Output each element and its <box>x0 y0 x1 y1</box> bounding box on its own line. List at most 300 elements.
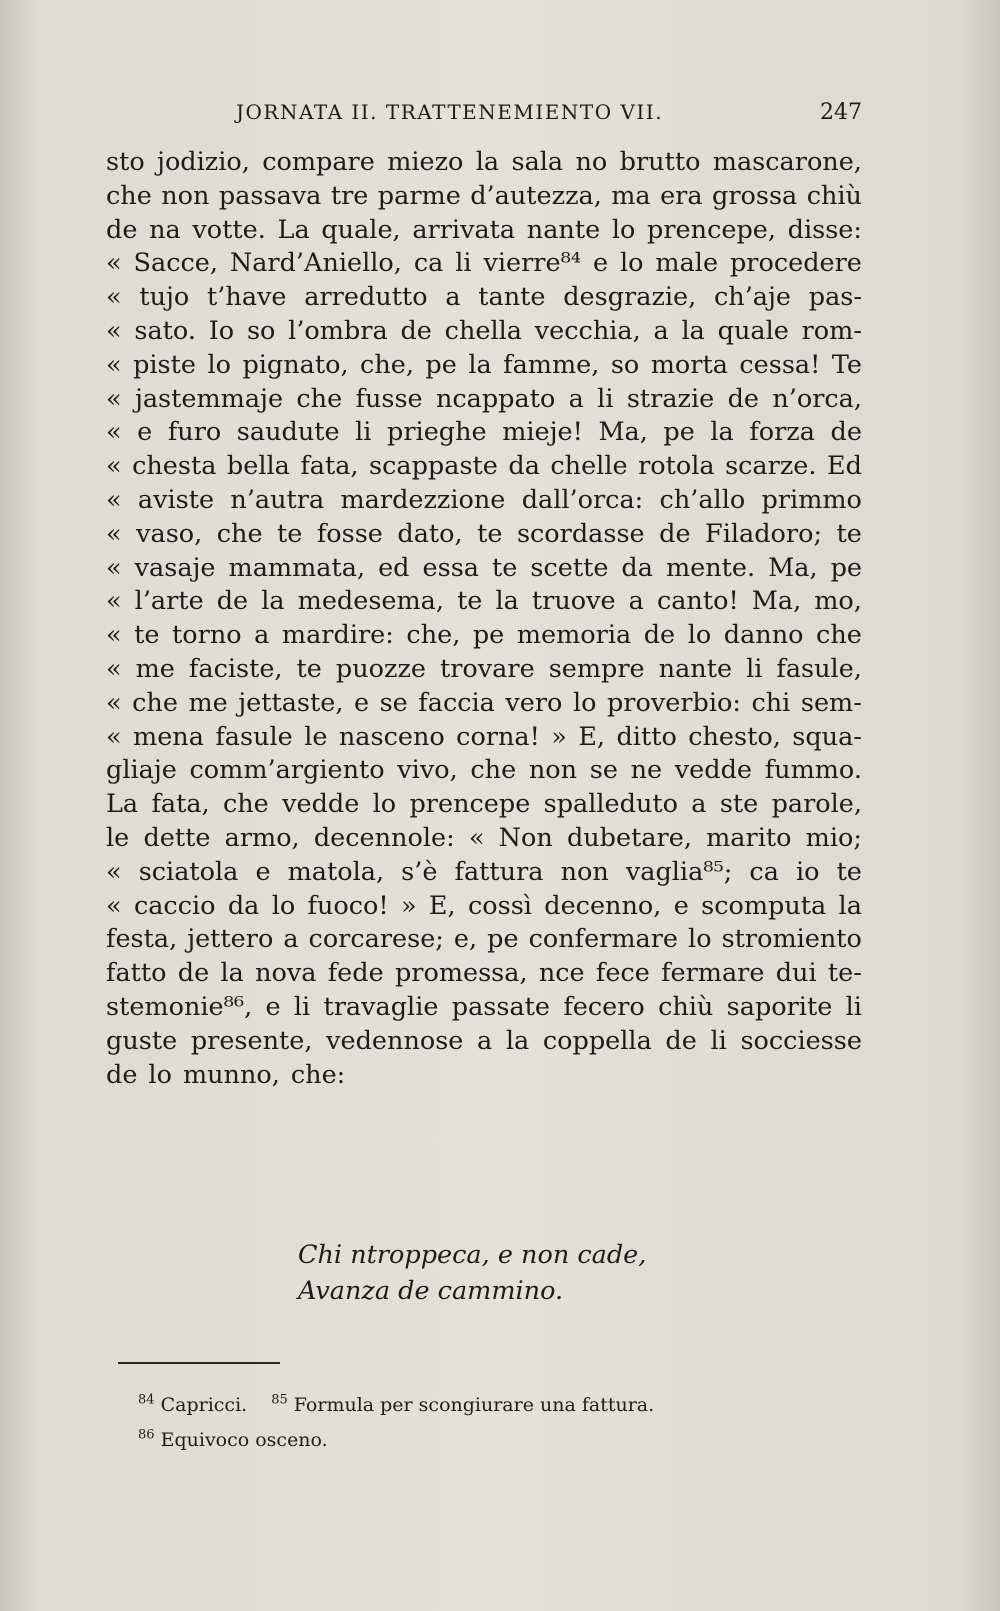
word: disse: <box>787 214 862 245</box>
word: Non <box>498 822 553 853</box>
text-line <box>106 146 862 180</box>
word: no <box>575 147 608 177</box>
word: Ma, <box>598 417 648 448</box>
word: scordasse <box>516 518 645 549</box>
word: che: <box>290 1059 346 1090</box>
word: dui <box>775 958 817 989</box>
word: fecero <box>563 991 645 1022</box>
text-line <box>106 991 862 1025</box>
word: aviste <box>137 484 215 515</box>
word: de <box>643 620 676 651</box>
footnote-number: 84 <box>138 1392 155 1408</box>
word: La <box>277 214 310 245</box>
word: ch’allo <box>659 484 746 515</box>
footnote <box>138 1423 328 1458</box>
word: trovare <box>439 653 535 684</box>
word: pe <box>830 552 862 583</box>
text-line <box>106 923 862 957</box>
word: parme <box>377 180 461 211</box>
word: lo <box>572 687 597 718</box>
word: fermare <box>661 958 765 989</box>
word: me <box>188 687 228 718</box>
word: vedennose <box>326 1025 464 1056</box>
word: corcarese; <box>308 924 444 955</box>
word: mente. <box>665 552 756 583</box>
word: mardire: <box>281 620 394 651</box>
text-line <box>106 721 862 755</box>
text-line <box>106 890 862 924</box>
word: a <box>628 586 644 617</box>
word: lo <box>372 789 397 820</box>
word: la <box>468 349 492 380</box>
word: spalleduto <box>543 789 678 820</box>
word: prencepe <box>409 789 531 820</box>
word: travaglie <box>323 991 439 1022</box>
word: La <box>106 789 139 820</box>
word: grossa <box>712 180 798 211</box>
word: la <box>261 586 285 617</box>
word: parole, <box>771 789 862 820</box>
word: chi <box>751 687 791 718</box>
text-line <box>106 383 862 417</box>
word: e <box>255 856 271 887</box>
word: nante <box>658 653 733 684</box>
word: che, <box>360 349 414 380</box>
text-line <box>106 484 862 518</box>
word: li <box>355 417 372 448</box>
word: Io <box>208 315 235 346</box>
word: ste <box>719 789 759 820</box>
word: chelle <box>550 451 628 482</box>
word: presente, <box>190 1025 313 1056</box>
word: » <box>400 890 417 921</box>
word: e <box>265 991 281 1022</box>
footnote-row <box>138 1388 678 1423</box>
word: mascarone, <box>712 147 862 177</box>
word: l’ombra <box>288 315 388 346</box>
word: « <box>106 248 122 279</box>
word: mio; <box>805 822 862 853</box>
word: Filadoro; <box>705 518 823 549</box>
word: « <box>106 315 122 346</box>
text-line <box>106 687 862 721</box>
word: li <box>293 991 311 1022</box>
footnote-text: Formula per scongiurare una fattura. <box>293 1394 655 1416</box>
word: l’arte <box>134 586 204 617</box>
verse-line: Avanza de cammino. <box>298 1276 564 1306</box>
word: te <box>457 586 483 617</box>
word: miezo <box>387 147 464 177</box>
word: scappaste <box>369 451 498 482</box>
word: sem- <box>800 687 862 718</box>
word: jettero <box>187 924 274 955</box>
word: che <box>222 789 269 820</box>
word: che <box>106 180 152 211</box>
text-line <box>106 416 862 450</box>
word: te- <box>827 958 862 989</box>
word: male <box>655 248 719 279</box>
text-line <box>106 518 862 552</box>
word: da <box>227 890 260 921</box>
footnote-number: 86 <box>138 1427 155 1443</box>
word: prencepe, <box>647 214 776 245</box>
word: lo <box>271 890 296 921</box>
word: « <box>106 586 122 617</box>
word: saudute <box>236 417 340 448</box>
word: che <box>816 620 862 651</box>
text-line <box>106 957 862 991</box>
word: bella <box>226 451 290 482</box>
word: de <box>659 518 691 549</box>
word: jettaste, <box>238 687 344 718</box>
word: la <box>475 147 500 177</box>
word: mieje! <box>502 417 583 448</box>
word: « <box>468 822 485 853</box>
word: ca <box>749 856 779 887</box>
word: de <box>727 383 759 414</box>
word: jodizio, <box>157 147 250 177</box>
word: che, <box>406 620 461 651</box>
word: che <box>470 755 517 786</box>
word: lo <box>148 1059 172 1090</box>
word: fosse <box>316 518 383 549</box>
word: rom- <box>801 315 862 346</box>
word: ne <box>630 755 663 786</box>
word: de <box>106 1059 138 1090</box>
footnote <box>271 1388 654 1423</box>
text-line <box>106 585 862 619</box>
word: essa <box>422 552 479 583</box>
word: desgrazie, <box>563 282 697 313</box>
word: la <box>495 586 519 617</box>
word: tujo <box>139 282 190 313</box>
word: arrivata <box>412 214 516 245</box>
word: saporite <box>726 991 833 1022</box>
word: « <box>106 721 122 752</box>
word: lo <box>619 248 644 279</box>
word: votte. <box>192 214 266 245</box>
word: scomputa <box>701 890 827 921</box>
word: canto! <box>656 586 739 617</box>
word: « <box>106 417 122 448</box>
word: li <box>710 1025 727 1056</box>
word: ca <box>413 248 444 279</box>
word: stromiento <box>721 924 862 955</box>
word: fattura <box>454 856 544 887</box>
word: la <box>220 958 244 989</box>
word: non <box>560 856 609 887</box>
word: vivo, <box>397 755 458 786</box>
footnote-separator <box>118 1362 280 1364</box>
word: fummo. <box>764 755 862 786</box>
word: faciste, <box>188 653 283 684</box>
word: Ed <box>826 451 862 482</box>
word: n’autra <box>230 484 325 515</box>
word: te <box>277 518 303 549</box>
word: fatto <box>106 958 167 989</box>
word: squa- <box>792 721 862 752</box>
word: guste <box>106 1025 178 1056</box>
word: fede <box>327 958 384 989</box>
word: vecchia, <box>534 315 641 346</box>
word: a <box>477 1025 493 1056</box>
footnote-text: Capricci. <box>160 1394 248 1416</box>
text-line <box>106 281 862 315</box>
word: chesto, <box>688 721 781 752</box>
word: pe <box>425 349 457 380</box>
text-line <box>106 754 862 788</box>
word: mammata, <box>228 552 366 583</box>
word: pe <box>487 924 519 955</box>
word: passava <box>218 180 322 211</box>
word: so <box>610 349 640 380</box>
text-line <box>106 1059 862 1093</box>
word: socciesse <box>740 1025 862 1056</box>
word: le <box>304 721 328 752</box>
word: brutto <box>619 147 701 177</box>
word: matola, <box>287 856 385 887</box>
body-text <box>106 146 862 1092</box>
word: la <box>838 890 862 921</box>
word: non <box>528 755 578 786</box>
word: te <box>134 620 160 651</box>
word: n’orca, <box>772 383 862 414</box>
word: a <box>653 315 669 346</box>
word: e, <box>453 924 478 955</box>
word: « <box>106 383 122 414</box>
text-line <box>106 1025 862 1059</box>
word: rotola <box>638 451 715 482</box>
word: vero <box>505 687 563 718</box>
word: li <box>845 991 862 1022</box>
word: nasceno <box>338 721 445 752</box>
word: passate <box>451 991 551 1022</box>
text-line <box>106 247 862 281</box>
text-line <box>106 653 862 687</box>
page-number: 247 <box>820 100 862 125</box>
word: te <box>296 653 322 684</box>
word: da <box>621 552 653 583</box>
word: de <box>665 1025 697 1056</box>
word: te <box>836 856 862 887</box>
word: scarze. <box>725 451 817 482</box>
word: Nard’Aniello, <box>229 248 402 279</box>
word: « <box>106 653 122 684</box>
word: e <box>353 687 370 718</box>
word: strazie <box>626 383 715 414</box>
word: d’autezza, <box>470 180 602 211</box>
footnote-number: 85 <box>271 1392 288 1408</box>
word: fasule <box>215 721 293 752</box>
word: « <box>106 687 122 718</box>
word: e <box>673 890 689 921</box>
word: faccia <box>418 687 495 718</box>
word: fata, <box>300 451 359 482</box>
footnote-row <box>138 1423 678 1458</box>
word: chella <box>444 315 522 346</box>
word: e <box>137 417 153 448</box>
word: a <box>254 620 270 651</box>
word: sciatola <box>138 856 239 887</box>
word: medesema, <box>297 586 444 617</box>
word: « <box>106 552 122 583</box>
word: de <box>216 586 249 617</box>
word: scette <box>530 552 609 583</box>
word: decennole: <box>313 822 455 853</box>
word: era <box>660 180 703 211</box>
word: de <box>830 417 862 448</box>
word: la <box>710 417 734 448</box>
word: promessa, <box>394 958 528 989</box>
word: a <box>568 383 584 414</box>
word: caccio <box>133 890 216 921</box>
text-line <box>106 788 862 822</box>
text-line <box>106 214 862 248</box>
text-line <box>106 315 862 349</box>
word: famme, <box>503 349 600 380</box>
word: vierre⁸⁴ <box>483 248 582 279</box>
verse-line: Chi ntroppeca, e non cade, <box>298 1240 647 1270</box>
word: mena <box>133 721 204 752</box>
word: vasaje <box>134 552 216 583</box>
word: Te <box>831 349 862 380</box>
word: te <box>477 518 503 549</box>
word: « <box>106 620 122 651</box>
footnote <box>138 1388 247 1423</box>
word: ditto <box>616 721 677 752</box>
word: che <box>132 687 178 718</box>
word: confermare <box>528 924 679 955</box>
word: corna! <box>456 721 540 752</box>
word: la <box>505 1025 530 1056</box>
word: mardezzione <box>340 484 506 515</box>
word: E, <box>428 890 456 921</box>
word: comm’argiento <box>189 755 385 786</box>
word: me <box>135 653 175 684</box>
word: non <box>161 180 210 211</box>
word: nante <box>526 214 601 245</box>
word: dall’orca: <box>521 484 644 515</box>
word: da <box>508 451 540 482</box>
word: proverbio: <box>606 687 741 718</box>
word: de <box>177 958 210 989</box>
word: procedere <box>729 248 862 279</box>
word: compare <box>262 147 375 177</box>
word: E, <box>578 721 606 752</box>
word: fata, <box>151 789 210 820</box>
word: ncappato <box>435 383 556 414</box>
word: na <box>149 214 181 245</box>
footnote-text: Equivoco osceno. <box>160 1429 328 1451</box>
word: memoria <box>516 620 632 651</box>
word: pe <box>472 620 505 651</box>
word: t’have <box>207 282 287 313</box>
word: nce <box>538 958 585 989</box>
word: a <box>283 924 299 955</box>
word: coppella <box>542 1025 652 1056</box>
text-line <box>106 349 862 383</box>
word: nova <box>255 958 317 989</box>
word: dubetare, <box>566 822 692 853</box>
word: furo <box>167 417 222 448</box>
word: lo <box>207 349 231 380</box>
word: de <box>106 214 138 245</box>
word: pe <box>663 417 695 448</box>
word: pas- <box>808 282 862 313</box>
text-line <box>106 619 862 653</box>
text-line <box>106 552 862 586</box>
word: mo, <box>814 586 862 617</box>
word: te <box>492 552 518 583</box>
word: morta <box>650 349 728 380</box>
word: puozze <box>335 653 426 684</box>
word: Ma, <box>751 586 802 617</box>
word: quale <box>717 315 789 346</box>
word: jastemmaje <box>134 383 284 414</box>
word: se <box>589 755 618 786</box>
word: truove <box>531 586 616 617</box>
word: festa, <box>106 924 178 955</box>
word: tante <box>478 282 546 313</box>
word: lo <box>687 620 712 651</box>
word: arredutto <box>304 282 428 313</box>
word: gliaje <box>106 755 177 786</box>
word: chiù <box>806 180 862 211</box>
word: lo <box>611 214 636 245</box>
word: pignato, <box>242 349 349 380</box>
word: stemonie⁸⁶, <box>106 991 253 1022</box>
word: « <box>106 484 122 515</box>
word: fusse <box>355 383 423 414</box>
word: munno, <box>182 1059 280 1090</box>
word: li <box>455 248 472 279</box>
word: dato, <box>397 518 463 549</box>
word: » <box>551 721 567 752</box>
word: danno <box>723 620 804 651</box>
word: tre <box>330 180 369 211</box>
word: a <box>691 789 707 820</box>
word: vaso, <box>136 518 203 549</box>
word: quale, <box>321 214 401 245</box>
word: so <box>246 315 276 346</box>
word: sato. <box>134 315 196 346</box>
word: Sacce, <box>133 248 218 279</box>
word: vaglia⁸⁵; <box>625 856 733 887</box>
word: s’è <box>401 856 438 887</box>
word: ch’aje <box>714 282 792 313</box>
word: fece <box>595 958 650 989</box>
word: dette <box>143 822 211 853</box>
word: li <box>746 653 763 684</box>
text-line <box>106 180 862 214</box>
word: a <box>445 282 461 313</box>
word: torno <box>172 620 242 651</box>
word: fuoco! <box>307 890 389 921</box>
word: vedde <box>282 789 360 820</box>
word: te <box>836 518 862 549</box>
word: sala <box>511 147 564 177</box>
word: « <box>106 856 122 887</box>
running-title: JORNATA II. TRATTENEMIENTO VII. <box>236 100 664 124</box>
word: « <box>106 518 122 549</box>
word: che <box>216 518 263 549</box>
word: e <box>592 248 609 279</box>
word: primmo <box>761 484 862 515</box>
word: se <box>379 687 408 718</box>
word: la <box>681 315 705 346</box>
word: chesta <box>132 451 217 482</box>
word: ma <box>611 180 651 211</box>
